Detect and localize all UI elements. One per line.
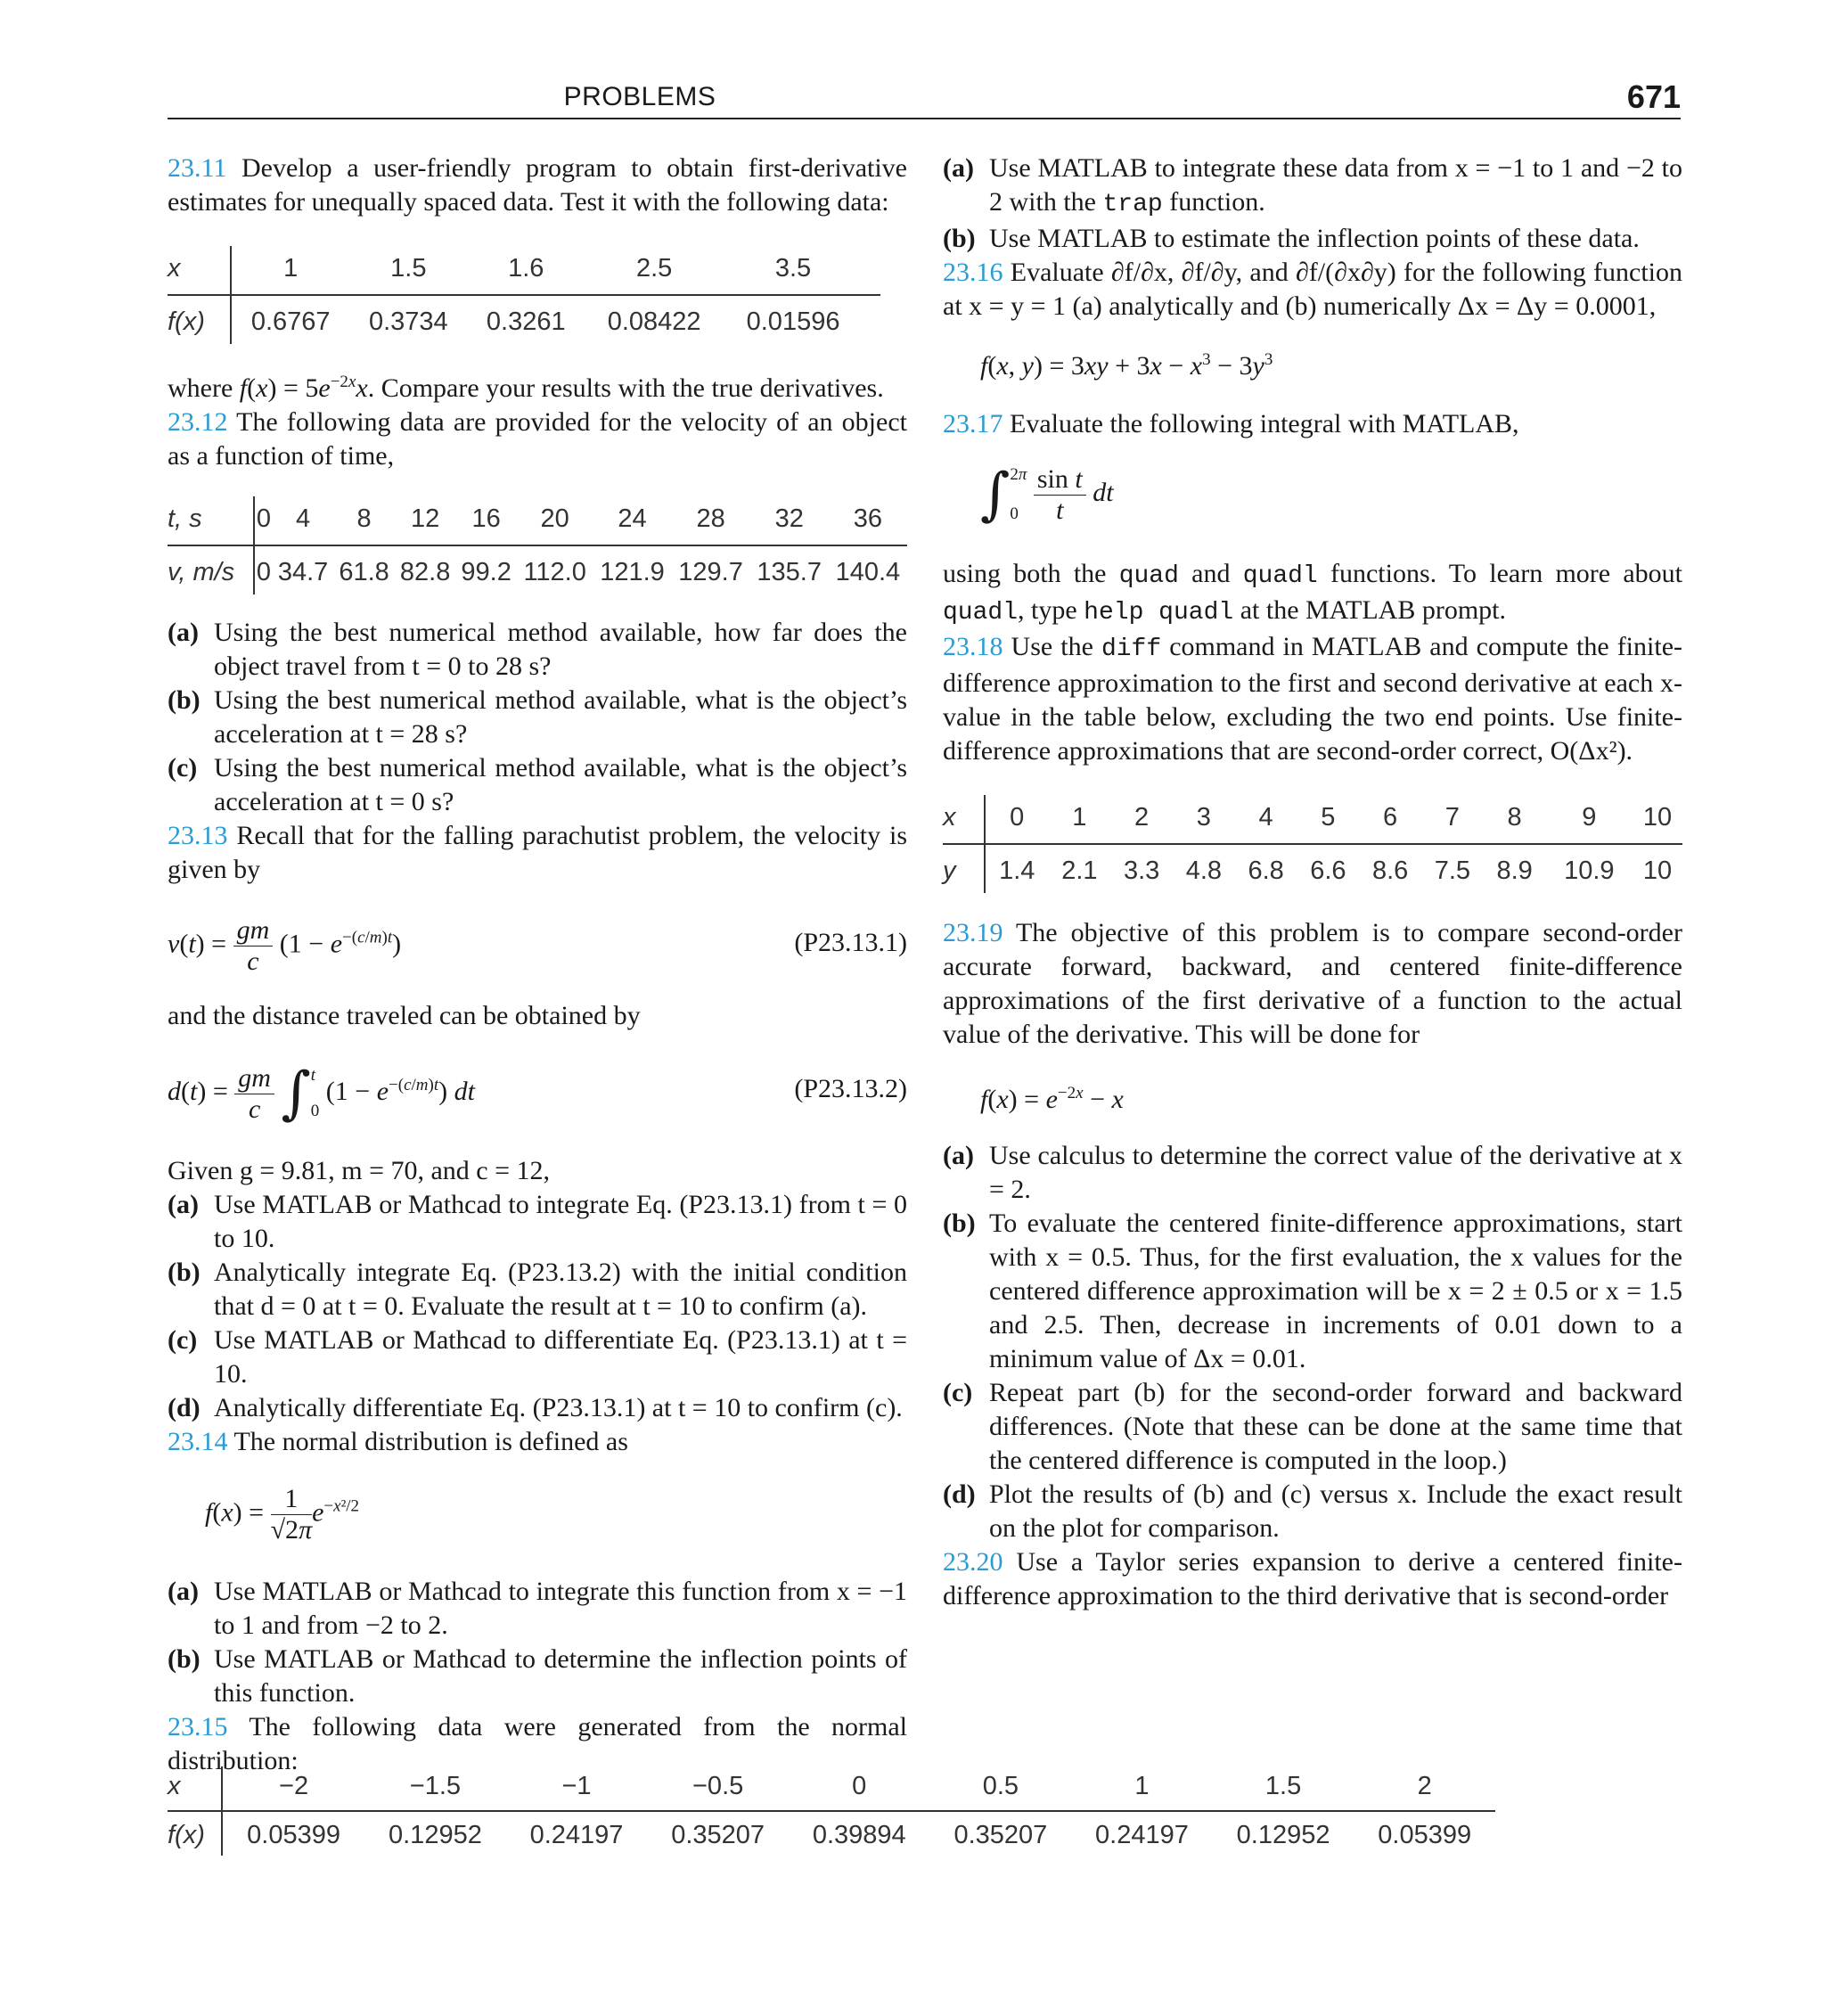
table-cell: 4 bbox=[1235, 795, 1297, 844]
table-cell: 10 bbox=[1642, 856, 1673, 885]
table-cell: 0.05399 bbox=[247, 1821, 340, 1849]
table-cell: 0.01596 bbox=[746, 307, 840, 336]
data-table-23-18 bbox=[943, 795, 1682, 893]
problem-number: 23.19 bbox=[943, 918, 1003, 947]
left-column bbox=[168, 152, 907, 1778]
problem-23-13 bbox=[168, 819, 907, 887]
table-cell: 34.7 bbox=[277, 558, 329, 586]
problem-23-14 bbox=[168, 1425, 907, 1459]
table-cell: 6.6 bbox=[1310, 856, 1346, 885]
table-cell: 0 bbox=[254, 496, 273, 545]
problem-text: Evaluate ∂f/∂x, ∂f/∂y, and ∂f/(∂x∂y) for the following function at x = y = 1 (a) analytically and (b) numerically Δx = Δy = 0.0001, bbox=[943, 258, 1682, 321]
table-header: f(x) bbox=[168, 1811, 222, 1856]
equation-fxy: f(x, $y) = 3xy + 3x - x^3 - 3y^3$ bbox=[980, 350, 1273, 381]
code: quadl bbox=[1242, 562, 1318, 590]
text: . Compare your results with the true derivatives. bbox=[367, 373, 884, 403]
problem-23-20 bbox=[943, 1545, 1682, 1613]
table-cell: 8 bbox=[333, 496, 395, 545]
part-text: Use MATLAB or Mathcad to integrate Eq. (P23.13.1) from t = 0 to 10. bbox=[214, 1190, 907, 1253]
table-cell: 7.5 bbox=[1434, 856, 1471, 885]
table-cell: −1 bbox=[506, 1766, 648, 1811]
paragraph: Given g = 9.81, m = 70, and c = 12, bbox=[168, 1156, 551, 1185]
problem-text: Use a Taylor series expansion to derive a centered finite-difference approximation to the third derivative that is second-order bbox=[943, 1547, 1682, 1610]
problem-23-12 bbox=[168, 406, 907, 473]
code: quad bbox=[1118, 562, 1179, 590]
table-cell: 0 bbox=[985, 795, 1048, 844]
part-label: (a) bbox=[168, 618, 199, 647]
part-label: (a) bbox=[168, 1577, 199, 1606]
page-number: 671 bbox=[1626, 78, 1681, 115]
code: help quadl bbox=[1084, 599, 1234, 627]
part-b bbox=[168, 1643, 907, 1710]
table-cell: 61.8 bbox=[339, 558, 389, 586]
part-label: (b) bbox=[168, 685, 201, 715]
table-cell: 140.4 bbox=[835, 558, 901, 586]
page-header bbox=[168, 78, 1681, 119]
table-cell: 1 bbox=[231, 246, 349, 295]
part-a bbox=[943, 152, 1682, 222]
table-header: x bbox=[943, 795, 985, 844]
part-label: (d) bbox=[943, 1479, 976, 1509]
part-label: (c) bbox=[943, 1378, 973, 1407]
table-cell: 121.9 bbox=[600, 558, 665, 586]
part-text: Use MATLAB to integrate these data from x = −1 to 1 and −2 to 2 with the bbox=[989, 153, 1682, 217]
text: , type bbox=[1018, 595, 1084, 625]
table-cell: 3.3 bbox=[1123, 856, 1160, 885]
problem-number: 23.11 bbox=[168, 153, 227, 183]
table-cell: 4 bbox=[273, 496, 334, 545]
table-cell: 0.12952 bbox=[1236, 1821, 1330, 1849]
equation-p23-13-2: d(t) = $\frac{gm}{c}$ ∫t 0 $(1 - e^{-(c/m)t})$ dt (P23.13.2) bbox=[168, 1061, 907, 1127]
part-text: Plot the results of (b) and (c) versus x. Include the exact result on the plot for comparison. bbox=[989, 1479, 1682, 1543]
table-cell: 0 bbox=[256, 558, 271, 586]
table-cell: 135.7 bbox=[757, 558, 822, 586]
part-text: Using the best numerical method available, what is the object’s acceleration at t = 0 s? bbox=[214, 753, 907, 816]
data-table-23-11 bbox=[168, 246, 880, 344]
table-cell: 12 bbox=[395, 496, 456, 545]
table-cell: 32 bbox=[750, 496, 829, 545]
part-c bbox=[168, 1324, 907, 1391]
code-trap: trap bbox=[1102, 191, 1163, 218]
text: and bbox=[1178, 559, 1243, 588]
text: where bbox=[168, 373, 240, 403]
problem-number: 23.16 bbox=[943, 258, 1003, 287]
problem-number: 23.14 bbox=[168, 1427, 228, 1456]
problem-text: The objective of this problem is to compare second-order accurate forward, backward, and centered finite-difference approximations of the first derivative of a function to the actual value of the derivative. This will be done for bbox=[943, 918, 1682, 1049]
part-d bbox=[943, 1478, 1682, 1545]
table-cell: 9 bbox=[1545, 795, 1633, 844]
part-label: (d) bbox=[168, 1393, 201, 1422]
problem-23-19 bbox=[943, 916, 1682, 1052]
part-label: (a) bbox=[943, 1141, 974, 1170]
table-header: t, s bbox=[168, 496, 254, 545]
table-cell: 0.08422 bbox=[607, 307, 701, 336]
part-text: Analytically integrate Eq. (P23.13.2) with the initial condition that d = 0 at t = 0. Evaluate the result at t = 10 to confirm (a). bbox=[214, 1258, 907, 1321]
part-text: Repeat part (b) for the second-order forward and backward differences. (Note that these can be done at the same time that the centered difference is computed in the loop.) bbox=[989, 1378, 1682, 1475]
table-cell: 3.5 bbox=[724, 246, 863, 295]
table-cell: 0.35207 bbox=[953, 1821, 1048, 1849]
table-cell: 1.6 bbox=[467, 246, 585, 295]
problem-number: 23.17 bbox=[943, 409, 1003, 438]
part-label: (a) bbox=[943, 153, 974, 183]
text: at the MATLAB prompt. bbox=[1233, 595, 1507, 625]
part-label: (b) bbox=[168, 1258, 201, 1287]
part-text: Analytically differentiate Eq. (P23.13.1) at t = 10 to confirm (c). bbox=[214, 1393, 903, 1422]
table-cell: 82.8 bbox=[399, 558, 451, 586]
part-b bbox=[168, 1256, 907, 1324]
table-cell: 2.1 bbox=[1061, 856, 1098, 885]
data-table-23-15 bbox=[168, 1766, 1495, 1856]
table-cell: 129.7 bbox=[678, 558, 743, 586]
table-cell: 3 bbox=[1173, 795, 1235, 844]
paragraph: and the distance traveled can be obtained by bbox=[168, 1001, 641, 1030]
equation-normal: f(x) = $\frac{1}{√2\pi}$ $e^{-x^2/2}$ bbox=[205, 1484, 360, 1545]
problem-text: The following data are provided for the velocity of an object as a function of time, bbox=[168, 407, 907, 471]
table-cell: 0.05399 bbox=[1378, 1821, 1472, 1849]
table-cell: 16 bbox=[455, 496, 517, 545]
data-table-23-12 bbox=[168, 496, 907, 594]
problem-text: Evaluate the following integral with MATLAB, bbox=[1010, 409, 1519, 438]
table-header: f(x) bbox=[168, 295, 231, 344]
table-cell: −0.5 bbox=[647, 1766, 789, 1811]
part-text: Use calculus to determine the correct value of the derivative at x = 2. bbox=[989, 1141, 1682, 1204]
part-label: (b) bbox=[168, 1644, 201, 1674]
part-text: To evaluate the centered finite-difference approximations, start with x = 0.5. Thus, for the first evaluation, the x values for the centered difference approximation will be x = 2 ± 0.5 or x = 1.5 and 2.5. Then, decrease in increments of 0.01 down to a minimum value of Δx = 0.01. bbox=[989, 1209, 1682, 1373]
table-cell: 0.24197 bbox=[1095, 1821, 1189, 1849]
problem-text: The following data were generated from the normal distribution: bbox=[168, 1712, 907, 1775]
table-cell: 20 bbox=[517, 496, 593, 545]
part-b bbox=[168, 684, 907, 751]
part-d bbox=[168, 1391, 907, 1425]
table-header: x bbox=[168, 1766, 222, 1811]
table-cell: 6.8 bbox=[1248, 856, 1284, 885]
problem-number: 23.12 bbox=[168, 407, 228, 437]
equation-number: (P23.13.1) bbox=[794, 928, 907, 957]
table-cell: 0.6767 bbox=[250, 307, 331, 336]
table-cell: 24 bbox=[593, 496, 671, 545]
table-cell: 7 bbox=[1421, 795, 1484, 844]
part-text: Use MATLAB or Mathcad to determine the inflection points of this function. bbox=[214, 1644, 907, 1708]
equation-number: (P23.13.2) bbox=[794, 1074, 907, 1103]
part-a bbox=[943, 1139, 1682, 1207]
table-cell: 5 bbox=[1297, 795, 1359, 844]
table-cell: 4.8 bbox=[1185, 856, 1223, 885]
problem-number: 23.18 bbox=[943, 632, 1003, 661]
part-text: Use MATLAB to estimate the inflection points of these data. bbox=[989, 224, 1640, 253]
table-cell: 10 bbox=[1633, 795, 1682, 844]
table-cell: 8.6 bbox=[1371, 856, 1409, 885]
part-a bbox=[168, 1575, 907, 1643]
problem-23-11 bbox=[168, 152, 907, 219]
table-cell: −2 bbox=[222, 1766, 364, 1811]
part-text: Use MATLAB or Mathcad to integrate this function from x = −1 to 1 and from −2 to 2. bbox=[214, 1577, 907, 1640]
text: functions. To learn more about bbox=[1317, 559, 1682, 588]
part-label: (a) bbox=[168, 1190, 199, 1219]
part-c bbox=[943, 1376, 1682, 1478]
table-cell: 0.3734 bbox=[368, 307, 448, 336]
problem-number: 23.13 bbox=[168, 821, 228, 850]
code: diff bbox=[1101, 635, 1162, 663]
part-text: Using the best numerical method available, how far does the object travel from t = 0 to 28 s? bbox=[214, 618, 907, 681]
table-cell: 0.12952 bbox=[389, 1821, 482, 1849]
problem-text: Recall that for the falling parachutist problem, the velocity is given by bbox=[168, 821, 907, 884]
table-cell: 2 bbox=[1354, 1766, 1495, 1811]
table-header: y bbox=[943, 844, 985, 893]
table-cell: 99.2 bbox=[461, 558, 511, 586]
part-label: (c) bbox=[168, 1325, 198, 1355]
running-head: PROBLEMS bbox=[563, 82, 716, 111]
text: command in MATLAB and compute the finite-difference approximation to the first and second derivative at each x-value in the table below, excluding the two end points. Use finite-difference approximations that are second-order correct, O(Δx²). bbox=[943, 632, 1682, 766]
problem-23-16 bbox=[943, 256, 1682, 324]
table-cell: 2.5 bbox=[585, 246, 724, 295]
right-column bbox=[943, 152, 1682, 1613]
problem-23-18 bbox=[943, 630, 1682, 768]
part-text: Use MATLAB or Mathcad to differentiate Eq. (P23.13.1) at t = 10. bbox=[214, 1325, 907, 1389]
problem-23-11-after: where $f(x) = 5e^{-2x}x$. Compare your results with the true derivatives. bbox=[168, 373, 884, 403]
part-text: function. bbox=[1162, 187, 1265, 217]
code: quadl bbox=[943, 599, 1019, 627]
table-cell: 2 bbox=[1110, 795, 1173, 844]
problem-23-17-cont bbox=[943, 557, 1682, 630]
part-c bbox=[168, 751, 907, 819]
problem-number: 23.15 bbox=[168, 1712, 228, 1741]
table-cell: 1.5 bbox=[1213, 1766, 1354, 1811]
table-cell: 0.39894 bbox=[812, 1821, 906, 1849]
table-cell: 8 bbox=[1484, 795, 1546, 844]
table-header: v, m/s bbox=[168, 545, 254, 594]
table-cell: 1 bbox=[1048, 795, 1110, 844]
table-cell: 8.9 bbox=[1496, 856, 1533, 885]
table-cell: 36 bbox=[829, 496, 907, 545]
table-cell: 0.24197 bbox=[529, 1821, 624, 1849]
table-cell: 0.5 bbox=[930, 1766, 1072, 1811]
problem-23-17 bbox=[943, 407, 1682, 441]
part-a bbox=[168, 1188, 907, 1256]
equation-fx: $f(x) = e^{-2x} - x$ bbox=[980, 1084, 1124, 1114]
table-cell: 6 bbox=[1359, 795, 1421, 844]
table-cell: 0.3261 bbox=[486, 307, 566, 336]
table-cell: −1.5 bbox=[364, 1766, 506, 1811]
table-cell: 0 bbox=[789, 1766, 930, 1811]
part-label: (b) bbox=[943, 1209, 976, 1238]
equation-p23-13-1: v(t) = $\frac{gm}{c}$ $(1 - e^{-(c/m)t})$ (P23.13.1) bbox=[168, 915, 907, 976]
text: using both the bbox=[943, 559, 1119, 588]
table-cell: 10.9 bbox=[1564, 856, 1615, 885]
table-header: x bbox=[168, 246, 231, 295]
problem-text: The normal distribution is defined as bbox=[233, 1427, 628, 1456]
part-a bbox=[168, 616, 907, 684]
problem-number: 23.20 bbox=[943, 1547, 1003, 1577]
table-cell: 112.0 bbox=[523, 558, 586, 586]
table-cell: 1.5 bbox=[349, 246, 467, 295]
equation-integral: ∫2π 0 $\frac{\text{sin t}}{t}$ dt bbox=[980, 462, 1114, 528]
table-cell: 1 bbox=[1071, 1766, 1213, 1811]
part-text: Using the best numerical method available, what is the object’s acceleration at t = 28 s? bbox=[214, 685, 907, 749]
part-b bbox=[943, 1207, 1682, 1376]
table-cell: 1.4 bbox=[999, 856, 1035, 885]
table-cell: 28 bbox=[672, 496, 750, 545]
part-b bbox=[943, 222, 1682, 256]
part-label: (b) bbox=[943, 224, 976, 253]
text: Use the bbox=[1011, 632, 1101, 661]
problem-text: Develop a user-friendly program to obtain first-derivative estimates for unequally spaced data. Test it with the following data: bbox=[168, 153, 907, 217]
part-label: (c) bbox=[168, 753, 198, 783]
table-cell: 0.35207 bbox=[671, 1821, 765, 1849]
